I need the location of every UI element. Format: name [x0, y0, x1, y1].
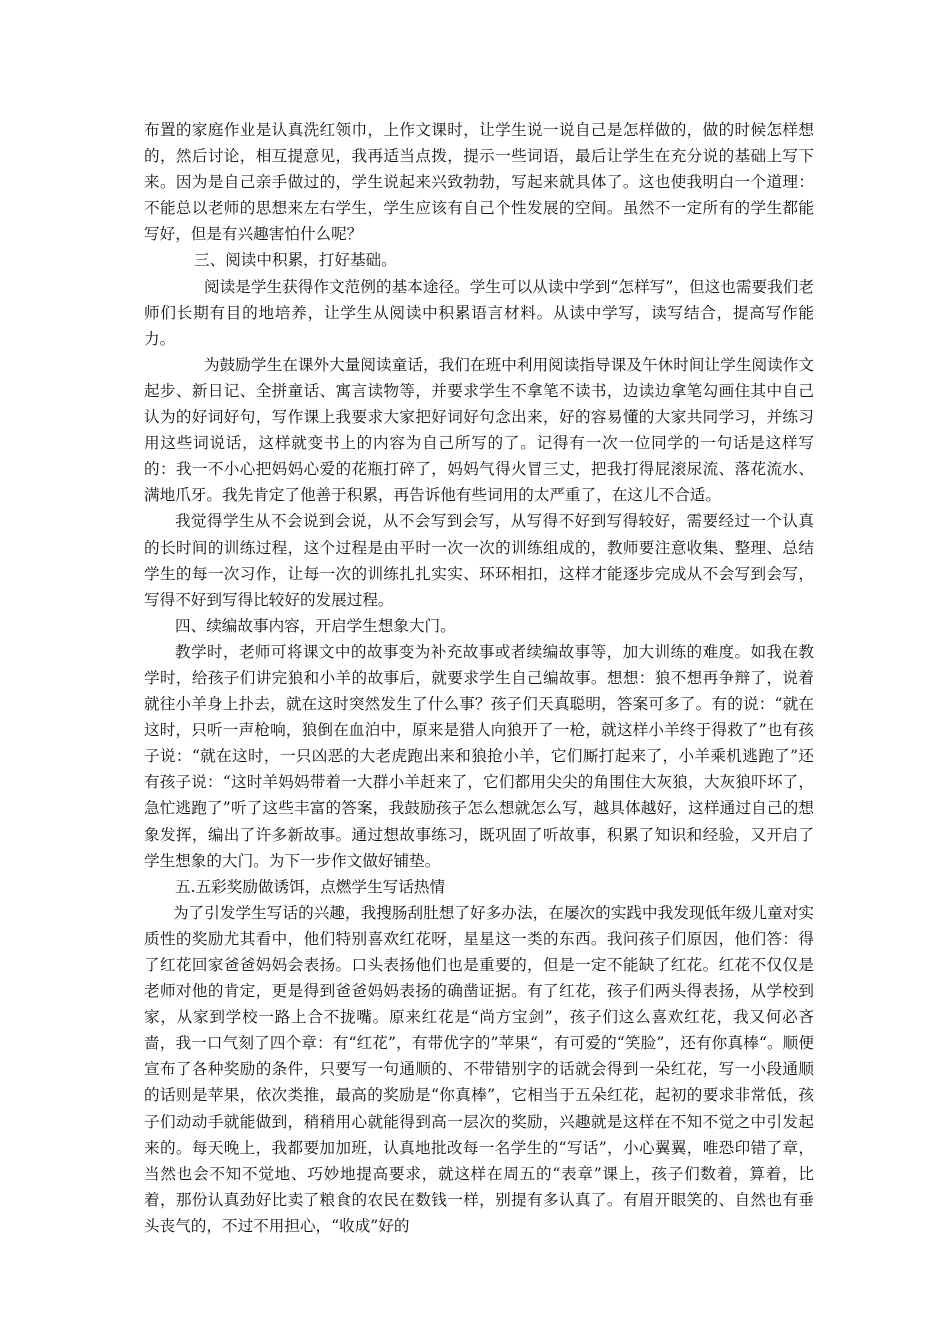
paragraph-reading-fairy-tales: 为鼓励学生在课外大量阅读童话，我们在班中利用阅读指导课及午休时间让学生阅读作文起步、新日记、全拼童话、寓言读物等，并要求学生不拿笔不读书，边读边拿笔勾画住其中自己认为的好词好句，写作课上我要求大家把好词好句念出来，好的容易懂的大家共同学习，并练习用这些词说话，这样就变书上的内容为自己所写的了。记得有一次一位同学的一句话是这样写的：我一不小心把妈妈心爱的花瓶打碎了，妈妈气得火冒三丈，把我打得屁滚尿流、落花流水、满地爪牙。我先肯定了他善于积累，再告诉他有些词用的太严重了，在这儿不合适。	[144, 355, 814, 505]
heading-section-five: 五.五彩奖励做诱饵，点燃学生写话热情	[175, 877, 446, 896]
paragraph-reward-motivation: 为了引发学生写话的兴趣，我搜肠刮肚想了好多办法，在屡次的实践中我发现低年级儿童对实质性的奖励尤其看中，他们特别喜欢红花呀，星星这一类的东西。我问孩子们原因，他们答：得了红花回家爸爸妈妈会表扬。口头表扬他们也是重要的，但是一定不能缺了红花。红花不仅仅是老师对他的肯定，更是得到爸爸妈妈表扬的确凿证据。有了红花，孩子们两头得表扬，从学校到家，从家到学校一路上合不拢嘴。原来红花是“尚方宝剑”，孩子们这么喜欢红花，我又何必吝啬，我一口气刻了四个章：有“红花”，有带优字的”苹果“，有可爱的“笑脸”，还有你真棒“。顺便宣布了各种奖励的条件，只要写一句通顺的、不带错别字的话就会得到一朵红花，写一小段通顺的话则是苹果，依次类推，最高的奖励是“你真棒”，它相当于五朵红花，起初的要求非常低，孩子们动动手就能做到，稍稍用心就能得到高一层次的奖励，兴趣就是这样在不知不觉之中引发起来的。每天晚上，我都要加加班，认真地批改每一名学生的“写话”，小心翼翼，唯恐印错了章，当然也会不知不觉地、巧妙地提高要求，就这样在周五的“表章”课上，孩子们数着，算着，比着，那份认真劲好比卖了粮食的农民在数钱一样，别提有多认真了。有眉开眼笑的、自然也有垂头丧气的，不过不用担心，“收成”好的	[144, 903, 814, 1235]
paragraph-training-process: 我觉得学生从不会说到会说，从不会写到会写，从写得不好到写得较好，需要经过一个认真的长时间的训练过程，这个过程是由平时一次一次的训练组成的，教师要注意收集、整理、总结学生的每一次习作，让每一次的训练扎扎实实、环环相扣，这样才能逐步完成从不会写到会写，写得不好到写得比较好的发展过程。	[144, 512, 814, 609]
paragraph-homework-intro: 布置的家庭作业是认真洗红领巾，上作文课时，让学生说一说自己是怎样做的，做的时候怎样想的，然后讨论，相互提意见，我再适当点拨，提示一些词语，最后让学生在充分说的基础上写下来。因为是自己亲手做过的，学生说起来兴致勃勃，写起来就具体了。这也使我明白一个道理：不能总以老师的思想来左右学生，学生应该有自己个性发展的空间。虽然不一定所有的学生都能写好，但是有兴趣害怕什么呢？	[144, 121, 814, 244]
heading-section-three: 三、阅读中积累，打好基础。	[194, 251, 397, 270]
paragraph-story-continuation: 教学时，老师可将课文中的故事变为补充故事或者续编故事等，加大训练的难度。如我在教学时，给孩子们讲完狼和小羊的故事后，就要求学生自己编故事。想想：狼不想再争辩了，说着就往小羊身上扑去，就在这时突然发生了什么事？孩子们天真聪明，答案可多了。有的说：“就在这时，只听一声枪响，狼倒在血泊中，原来是猎人向狼开了一枪，就这样小羊终于得救了”也有孩子说：“就在这时，一只凶恶的大老虎跑出来和狼抢小羊，它们厮打起来了，小羊乘机逃跑了”还有孩子说：“这时羊妈妈带着一大群小羊赶来了，它们都用尖尖的角围住大灰狼，大灰狼吓坏了，急忙逃跑了”听了这些丰富的答案，我鼓励孩子怎么想就怎么写，越具体越好，这样通过自己的想象发挥，编出了许多新故事。通过想故事练习，既巩固了听故事，积累了知识和经验，又开启了学生想象的大门。为下一步作文做好铺垫。	[144, 642, 814, 870]
document-page	[144, 117, 814, 1239]
heading-section-four: 四、续编故事内容，开启学生想象大门。	[175, 616, 456, 635]
paragraph-reading-foundation: 阅读是学生获得作文范例的基本途径。学生可以从读中学到“怎样写”，但这也需要我们老师们长期有目的地培养，让学生从阅读中积累语言材料。从读中学写，读写结合，提高写作能力。	[144, 277, 814, 348]
